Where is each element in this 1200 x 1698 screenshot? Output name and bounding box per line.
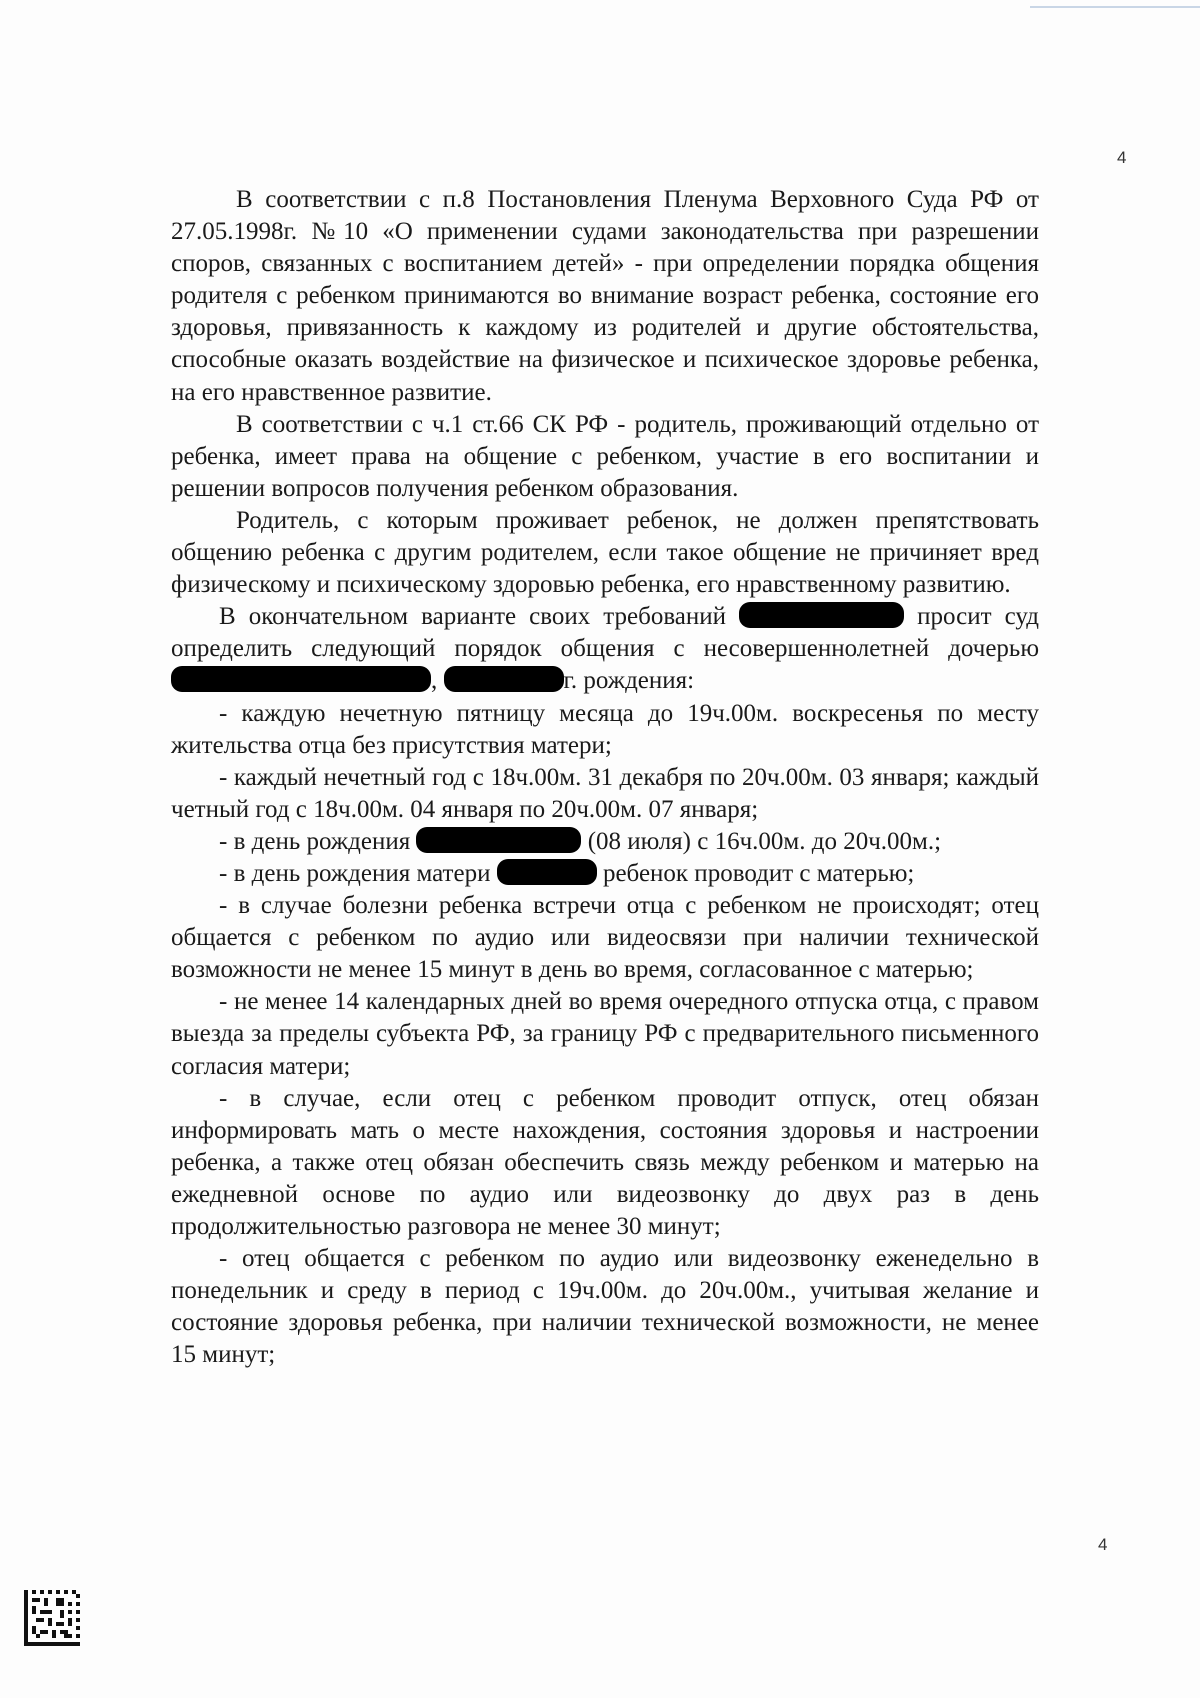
paragraph-plenum-reference: В соответствии с п.8 Постановления Пленума Верховного Суда РФ от 27.05.1998г. №10 «О применении судами законодательства при разрешении споров, связанных с воспитанием детей» - при определении порядка общения родителя с ребенком принимаются во внимание возраст ребенка, состояние его здоровья, привязанность к каждому из родителей и другие обстоятельства, способные оказать воздействие на физическое и психическое здоровье ребенка, на его нравственное развитие. <box>171 186 1039 406</box>
redacted-birth-date <box>444 666 564 692</box>
list-item-vacation-communication: - в случае, если отец с ребенком проводит отпуск, отец обязан информировать мать о месте нахождения, состояния здоровья и настроении ребенка, а также отец обязан обеспечить связь между ребенком и матерью на ежедневной основе по аудио или видеозвонку до двух раз в день продолжительностью разговора не менее 30 минут; <box>171 1084 1039 1240</box>
mother-birthday-text: ребенок проводит с матерью; <box>602 859 915 887</box>
page-number-top: 4 <box>1117 148 1127 167</box>
list-item-weekly-calls: - отец общается с ребенком по аудио или видеозвонку еженедельно в понедельник и среду в период с 19ч.00м. до 20ч.00м., учитывая желание и состояние здоровья ребенка, при наличии технической возможности, не менее 15 минут; <box>171 1245 1039 1369</box>
list-item-odd-friday: - каждую нечетную пятницу месяца до 19ч.00м. воскресенья по месту жительства отца без присутствия матери; <box>171 699 1039 759</box>
paragraph-parent-obligation: Родитель, с которым проживает ребенок, не должен препятствовать общению ребенка с другим родителем, если такое общение не причиняет вред физическому и психическому здоровью ребенка, его нравственному развитию. <box>171 506 1039 599</box>
mother-birthday-lead: - в день рождения матери <box>219 859 491 887</box>
datamatrix-code-icon <box>24 1590 80 1646</box>
requirements-birth-suffix: г. рождения: <box>563 667 695 695</box>
list-item-child-birthday <box>171 826 1039 858</box>
page-number-bottom: 4 <box>1098 1535 1108 1554</box>
list-item-vacation: - не менее 14 календарных дней во время очередного отпуска отца, с правом выезда за пределы субъекта РФ, за границу РФ с предварительного письменного согласия матери; <box>171 988 1039 1080</box>
requirements-request-text: просит суд определить следующий порядок общения с несовершеннолетней дочерью <box>171 603 1039 663</box>
redacted-child-birthday-name <box>416 827 581 853</box>
document-body <box>171 184 1039 1371</box>
requirements-intro-text: В окончательном варианте своих требований <box>219 603 727 631</box>
redacted-child-name <box>171 666 431 692</box>
list-item-mother-birthday <box>171 858 1039 890</box>
requirements-comma: , <box>431 667 438 695</box>
child-birthday-lead: - в день рождения <box>219 827 411 855</box>
redacted-mother-name <box>497 859 597 885</box>
scan-artifact-line <box>1030 6 1200 8</box>
redacted-plaintiff-name <box>739 602 904 628</box>
list-item-illness: - в случае болезни ребенка встречи отца с ребенком не происходят; отец общается с ребенком по аудио или видеосвязи при наличии технической возможности не менее 15 минут в день во время, согласованное с матерью; <box>171 892 1039 984</box>
paragraph-article-66: В соответствии с ч.1 ст.66 СК РФ - родитель, проживающий отдельно от ребенка, имеет права на общение с ребенком, участие в его воспитании и решении вопросов получения ребенком образования. <box>171 410 1039 502</box>
child-birthday-time: (08 июля) с 16ч.00м. до 20ч.00м.; <box>587 827 942 855</box>
list-item-new-year: - каждый нечетный год с 18ч.00м. 31 декабря по 20ч.00м. 03 января; каждый четный год с 18ч.00м. 04 января по 20ч.00м. 07 января; <box>171 763 1039 823</box>
paragraph-final-requirements <box>171 601 1039 697</box>
